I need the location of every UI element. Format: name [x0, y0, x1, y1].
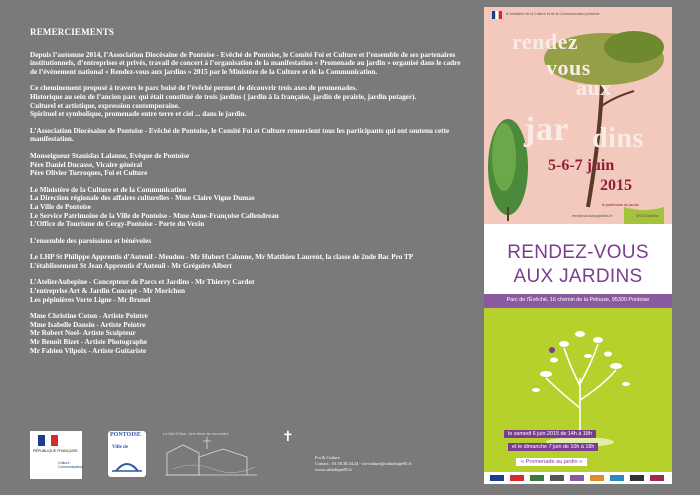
year-label: 2015 [600, 177, 632, 194]
eveche-building-icon [163, 431, 261, 477]
french-flag-icon [38, 435, 58, 446]
artist-item: Mr Robert Noel- Artiste Sculpteur [30, 329, 136, 338]
headline-vous: vous [546, 55, 591, 80]
pontoise-logo [108, 431, 146, 477]
school-item: L’établissement St Jean Apprentis d’Auteuil - Mr Grégoire Albert [30, 261, 232, 270]
institution-item: La Direction régionale des affaires culturelles - Mme Claire Vigne Dumas [30, 194, 255, 203]
poster-sponsor-strip [484, 472, 672, 484]
institution-item: Le Service Patrimoine de la Ville de Pontoise - Mme Anne-Françoise Callendreau [30, 211, 279, 220]
bridge-icon [108, 431, 146, 477]
page-title: REMERCIEMENTS [30, 27, 115, 37]
headline-rendez: rendez [512, 29, 579, 54]
clergy-item: Père Daniel Ducasse, Vicaire général [30, 160, 143, 169]
company-item: Les pépinières Verte Ligne - Mr Brunel [30, 295, 151, 304]
school-item: Le LHP St Philippe Apprentis d’Auteuil - Meudon - Mr Hubert Calonne, Mr Matthieu Laurent, la classe de 2nde Bac Pro TP [30, 253, 414, 262]
ville-label: Ville de [112, 445, 129, 450]
dates-label: 5-6-7 juin [548, 157, 615, 174]
presentation-paragraph [30, 84, 462, 118]
artist-item: Mr Benoît Bizet - Artiste Photographe [30, 338, 148, 347]
republic-label: RÉPUBLIQUE FRANÇAISE [33, 449, 78, 453]
promenade-label: « Promenade au jardin » [516, 458, 587, 466]
headline-aux: aux [576, 75, 612, 100]
poster-pink-area [484, 7, 672, 224]
contact-block [315, 455, 411, 473]
presentation-line: Culturel et artistique, expression contemporaine. [30, 101, 180, 110]
poster-partner-note: le partenaire du jardin [602, 203, 639, 207]
company-item: L’AtelierAubepine - Concepteur de Parcs et Jardins - Mr Thierry Cardot [30, 278, 255, 287]
presentation-line: Historique au sein de l’ancien parc qui était constitué de trois jardins ( jardin à la française, jardin de prairie, jardin potager). [30, 92, 417, 101]
institution-item: Le Ministère de la Culture et de la Communication [30, 185, 187, 194]
schedule-saturday: le samedi 6 juin 2015 de 14h à 18h [504, 430, 596, 438]
schools-list [30, 253, 462, 270]
artist-item: Mme Isabelle Dansin - Artiste Peintre [30, 320, 146, 329]
website-link[interactable]: www.catholique95.fr [315, 467, 353, 472]
presentation-line: Ce cheminement proposé à travers le parc boisé de l’évêché permet de découvrir trois axes de promenades. [30, 84, 357, 93]
institutions-list [30, 186, 462, 229]
company-item: L’entreprise Art & Jardin Concept - Mr Morichon [30, 287, 185, 296]
event-poster [484, 7, 672, 484]
partner-logos [30, 425, 460, 485]
pontoise-label: PONTOISE [110, 432, 141, 438]
intro-paragraph: Depuis l’automne 2014, l’Association Diocésaine de Pontoise - Evêché de Pontoise, le Comité Foi et Culture et l’ensemble de ses partenaires institutionnels, d’entreprises et privés, travail de concert à l’organisation de la manifestation « Promenade au jardin » organisé dans le cadre de l’évènement national « Rendez-vous aux jardins » 2015 par le Ministère de la Culture et de la Communication. [30, 50, 461, 76]
institution-item: La Ville de Pontoise [30, 202, 91, 211]
poster-ministry-line: le ministère de la Culture et de la Communication présente [506, 12, 600, 16]
rvj-line-1: RENDEZ-VOUS [507, 242, 649, 263]
acknowledgements-text [30, 28, 462, 363]
presentation-line: Spirituel et symbolique, promenade entre terre et ciel ... dans le jardin. [30, 110, 247, 119]
foi-culture-name: Foi & Culture [315, 455, 340, 460]
clergy-item: Monseigneur Stanislas Lalanne, Evêque de Pontoise [30, 151, 190, 160]
clergy-item: Père Olivier Turroques, Foi et Culture [30, 169, 148, 178]
ministry-label: Culture Communication [58, 461, 83, 469]
poster-hashtag: #RDVJardins [636, 214, 659, 218]
contact-line: Contact : 01.30.38.34.24 - foi-culture@catholique95.fr [315, 461, 412, 466]
companies-list [30, 278, 462, 304]
ministry-logo [30, 431, 82, 479]
artist-item: Mme Christine Coton - Artiste Peintre [30, 312, 148, 321]
cross-icon: ✝ [282, 430, 294, 445]
institution-item: L’Office de Tourisme de Cergy-Pontoise - Porte du Vexin [30, 220, 205, 229]
parishes-line: L’ensemble des paroissiens et bénévoles [30, 236, 151, 245]
headline-jar: jar [524, 111, 569, 148]
poster-title-area [484, 224, 672, 303]
artists-list [30, 312, 462, 355]
thanks-intro-paragraph: L’Association Diocésaine de Pontoise - Evêché de Pontoise, le Comité Foi et Culture remercient tous les participants qui ont soutenu cette manifestation. [30, 126, 450, 144]
schedule-sunday: et le dimanche 7 juin de 10h à 18h [508, 443, 598, 451]
eveche-logo [163, 431, 261, 477]
poster-website: rendezvousauxjardins.fr [572, 214, 613, 218]
rvj-line-2: AUX JARDINS [513, 266, 643, 287]
poster-address: Parc de l'Évêché, 16 chemin de la Pelouse, 95300 Pontoise [506, 297, 650, 303]
artist-item: Mr Fabien Vilpoix - Artiste Guitariste [30, 346, 147, 355]
clergy-list [30, 152, 462, 178]
eveche-tagline: Le fait d'Oise, Une terre de rencontre [163, 431, 229, 436]
sponsor-logos-icon [484, 472, 672, 484]
headline-dins: dins [592, 123, 644, 154]
